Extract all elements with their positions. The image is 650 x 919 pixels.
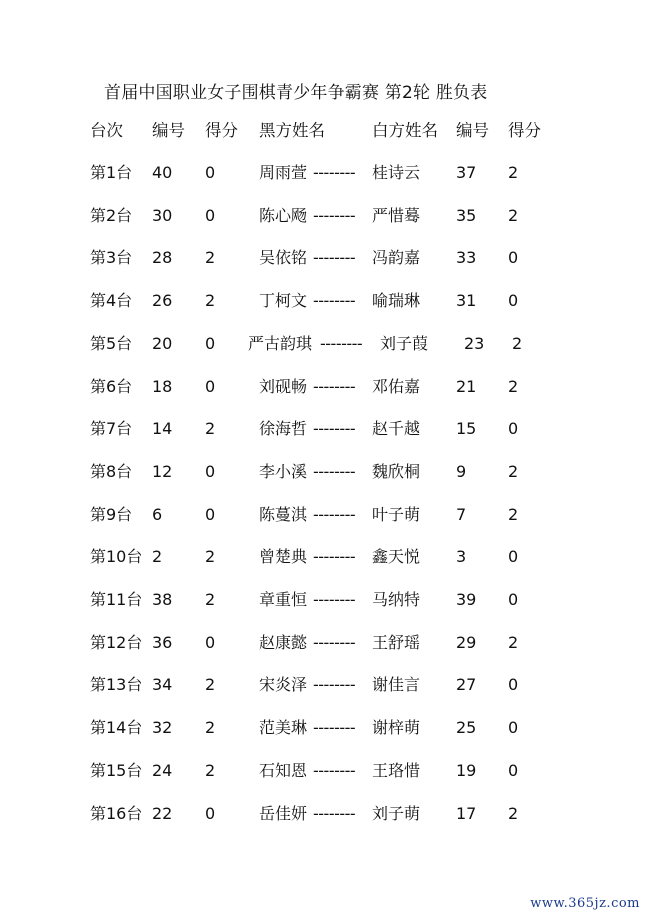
table-row: [0, 160, 650, 186]
black-score-cell: 0: [205, 461, 216, 481]
white-number-cell: 27: [456, 675, 477, 695]
white-number-cell: 7: [456, 504, 467, 524]
black-score-cell: 0: [205, 163, 216, 182]
black-score-cell: 0: [205, 632, 216, 652]
black-name-cell: 宋炎泽: [259, 675, 308, 695]
board-cell: 第11台: [90, 590, 143, 609]
white-number-cell: 39: [456, 590, 477, 609]
white-number-cell: 23: [464, 333, 485, 353]
white-number-cell: 19: [456, 760, 477, 780]
black-number-cell: 32: [152, 718, 173, 738]
header-black-score: 得分: [205, 121, 238, 140]
black-name-cell: 吴依铭: [259, 248, 308, 268]
header-board: 台次: [90, 121, 123, 140]
black-name-cell: 赵康懿: [259, 632, 308, 652]
document-title: 首届中国职业女子围棋青少年争霸赛 第2轮 胜负表: [104, 83, 488, 103]
black-score-cell: 2: [205, 590, 216, 609]
board-cell: 第4台: [90, 291, 133, 311]
board-cell: 第2台: [90, 205, 133, 225]
table-row: [0, 715, 650, 741]
board-cell: 第12台: [90, 632, 143, 652]
versus-separator: --------: [313, 547, 356, 567]
white-name-cell: 严惜蓦: [372, 205, 421, 225]
black-score-cell: 0: [205, 504, 216, 524]
black-score-cell: 0: [205, 803, 216, 823]
white-score-cell: 0: [508, 419, 519, 439]
black-score-cell: 2: [205, 291, 216, 311]
versus-separator: --------: [313, 718, 356, 738]
white-name-cell: 邓佑嘉: [372, 376, 421, 396]
black-score-cell: 2: [205, 675, 216, 695]
table-row: [0, 288, 650, 314]
white-number-cell: 15: [456, 419, 477, 439]
black-name-cell: 陈蔓淇: [259, 504, 308, 524]
board-cell: 第9台: [90, 504, 133, 524]
black-name-cell: 周雨萱: [259, 163, 308, 182]
board-cell: 第6台: [90, 376, 133, 396]
white-score-cell: 2: [508, 504, 519, 524]
board-cell: 第3台: [90, 248, 133, 268]
black-number-cell: 6: [152, 504, 163, 524]
versus-separator: --------: [313, 248, 356, 268]
header-white-score: 得分: [508, 121, 541, 140]
black-number-cell: 28: [152, 248, 173, 268]
black-name-cell: 章重恒: [259, 590, 308, 609]
black-number-cell: 12: [152, 461, 173, 481]
header-black-name: 黑方姓名: [259, 121, 325, 140]
versus-separator: --------: [313, 590, 356, 609]
board-cell: 第14台: [90, 718, 143, 738]
white-name-cell: 王舒瑶: [372, 632, 421, 652]
white-name-cell: 桂诗云: [372, 163, 421, 182]
white-score-cell: 0: [508, 760, 519, 780]
black-score-cell: 0: [205, 376, 216, 396]
black-score-cell: 2: [205, 760, 216, 780]
table-row: [0, 672, 650, 698]
site-watermark: www.365jz.com: [530, 896, 640, 911]
black-number-cell: 30: [152, 205, 173, 225]
white-number-cell: 9: [456, 461, 467, 481]
black-score-cell: 2: [205, 718, 216, 738]
versus-separator: --------: [313, 163, 356, 182]
board-cell: 第10台: [90, 547, 143, 567]
versus-separator: --------: [313, 632, 356, 652]
white-score-cell: 0: [508, 248, 519, 268]
white-name-cell: 叶子萌: [372, 504, 421, 524]
board-cell: 第16台: [90, 803, 143, 823]
white-score-cell: 2: [512, 333, 523, 353]
white-name-cell: 谢梓萌: [372, 718, 421, 738]
white-number-cell: 17: [456, 803, 477, 823]
black-score-cell: 2: [205, 248, 216, 268]
white-name-cell: 马纳特: [372, 590, 421, 609]
board-cell: 第8台: [90, 461, 133, 481]
black-name-cell: 严古韵琪: [248, 333, 313, 353]
black-name-cell: 曾楚典: [259, 547, 308, 567]
white-number-cell: 21: [456, 376, 477, 396]
black-number-cell: 38: [152, 590, 173, 609]
table-row: [0, 416, 650, 442]
white-name-cell: 赵千越: [372, 419, 421, 439]
black-number-cell: 14: [152, 419, 173, 439]
table-row: [0, 587, 650, 613]
black-name-cell: 石知恩: [259, 760, 308, 780]
black-name-cell: 李小溪: [259, 461, 308, 481]
white-number-cell: 37: [456, 163, 477, 182]
table-row: [0, 203, 650, 229]
versus-separator: --------: [320, 333, 363, 353]
white-name-cell: 冯韵嘉: [372, 248, 421, 268]
board-cell: 第5台: [90, 333, 133, 353]
board-cell: 第15台: [90, 760, 143, 780]
white-score-cell: 2: [508, 461, 519, 481]
black-number-cell: 22: [152, 803, 173, 823]
table-row: [0, 544, 650, 570]
board-cell: 第7台: [90, 419, 133, 439]
table-row: [0, 459, 650, 485]
white-score-cell: 2: [508, 205, 519, 225]
black-number-cell: 36: [152, 632, 173, 652]
white-name-cell: 鑫天悦: [372, 547, 421, 567]
black-name-cell: 徐海哲: [259, 419, 308, 439]
black-score-cell: 0: [205, 205, 216, 225]
white-score-cell: 2: [508, 163, 519, 182]
black-name-cell: 刘砚畅: [259, 376, 308, 396]
white-number-cell: 3: [456, 547, 467, 567]
black-name-cell: 丁柯文: [259, 291, 308, 311]
versus-separator: --------: [313, 760, 356, 780]
white-name-cell: 喻瑞琳: [372, 291, 421, 311]
white-score-cell: 2: [508, 803, 519, 823]
white-score-cell: 0: [508, 547, 519, 567]
black-number-cell: 24: [152, 760, 173, 780]
white-score-cell: 0: [508, 291, 519, 311]
white-score-cell: 0: [508, 718, 519, 738]
white-score-cell: 2: [508, 376, 519, 396]
white-score-cell: 2: [508, 632, 519, 652]
black-name-cell: 陈心飏: [259, 205, 308, 225]
white-number-cell: 31: [456, 291, 477, 311]
white-score-cell: 0: [508, 675, 519, 695]
table-row: [0, 502, 650, 528]
black-number-cell: 2: [152, 547, 163, 567]
versus-separator: --------: [313, 205, 356, 225]
versus-separator: --------: [313, 461, 356, 481]
black-number-cell: 34: [152, 675, 173, 695]
white-number-cell: 33: [456, 248, 477, 268]
table-row: [0, 245, 650, 271]
table-row: [0, 758, 650, 784]
black-name-cell: 范美琳: [259, 718, 308, 738]
white-number-cell: 35: [456, 205, 477, 225]
black-score-cell: 2: [205, 419, 216, 439]
black-score-cell: 0: [205, 333, 216, 353]
white-name-cell: 魏欣桐: [372, 461, 421, 481]
table-header: [0, 118, 650, 144]
versus-separator: --------: [313, 291, 356, 311]
versus-separator: --------: [313, 419, 356, 439]
board-cell: 第13台: [90, 675, 143, 695]
black-name-cell: 岳佳妍: [259, 803, 308, 823]
black-number-cell: 18: [152, 376, 173, 396]
header-white-number: 编号: [456, 121, 489, 140]
black-score-cell: 2: [205, 547, 216, 567]
versus-separator: --------: [313, 803, 356, 823]
black-number-cell: 40: [152, 163, 173, 182]
table-row: [0, 801, 650, 827]
white-score-cell: 0: [508, 590, 519, 609]
table-row: [0, 374, 650, 400]
versus-separator: --------: [313, 376, 356, 396]
black-number-cell: 20: [152, 333, 173, 353]
versus-separator: --------: [313, 675, 356, 695]
black-number-cell: 26: [152, 291, 173, 311]
white-number-cell: 29: [456, 632, 477, 652]
header-black-number: 编号: [152, 121, 185, 140]
table-row: [0, 331, 650, 357]
white-number-cell: 25: [456, 718, 477, 738]
white-name-cell: 王珞惜: [372, 760, 421, 780]
white-name-cell: 谢佳言: [372, 675, 421, 695]
header-white-name: 白方姓名: [372, 121, 438, 140]
table-row: [0, 630, 650, 656]
white-name-cell: 刘子萌: [372, 803, 421, 823]
versus-separator: --------: [313, 504, 356, 524]
white-name-cell: 刘子葭: [380, 333, 429, 353]
board-cell: 第1台: [90, 163, 133, 182]
